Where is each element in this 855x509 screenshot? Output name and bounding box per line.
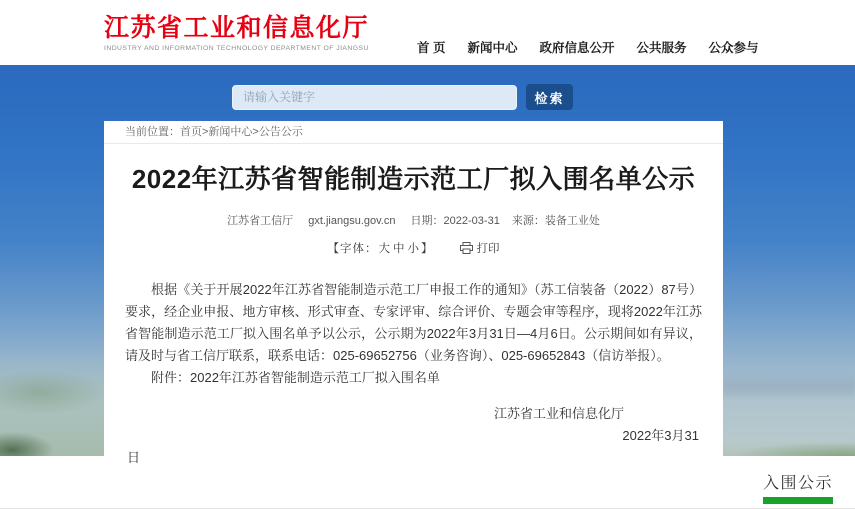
nav-item-news-center[interactable]: 新闻中心 — [467, 41, 518, 55]
print-label: 打印 — [476, 243, 500, 255]
article-paragraph: 根据《关于开展2022年江苏省智能制造示范工厂申报工作的通知》（苏工信装备（2022）87号）要求，经企业申报、地方审核、形式审查、专家评审、综合评价、专题会审等程序，现将2022年江苏省智能制造示范工厂拟入围名单予以公示，公示期为2022年3月31日—4月6日。公示期间如有异议，请及时与省工信厅联系，联系电话：025-69652756（业务咨询）、025-69652843（信访举报）。 — [125, 282, 702, 363]
font-size-small[interactable]: 小 — [407, 243, 420, 255]
meta-origin: 来源：装备工业处 — [511, 215, 600, 227]
signature-date-wrap: 日 — [127, 450, 141, 465]
search-input[interactable] — [232, 85, 517, 110]
caption-tab-label[interactable]: 入围公示 — [763, 475, 834, 492]
font-size-medium[interactable]: 中 — [393, 243, 406, 255]
font-size-prefix: 【字体： — [327, 243, 378, 255]
nav-item-public-service[interactable]: 公共服务 — [636, 41, 687, 55]
content-panel — [104, 121, 723, 465]
site-header — [0, 0, 855, 65]
meta-source-name: 江苏省工信厅 — [227, 215, 294, 227]
nav-item-home[interactable]: 首 页 — [417, 41, 446, 55]
site-logo-subtitle: INDUSTRY AND INFORMATION TECHNOLOGY DEPARTMENT OF JIANGSU — [104, 45, 369, 52]
banner-headland-right — [723, 440, 855, 456]
printer-icon — [460, 242, 473, 254]
meta-site: gxt.jiangsu.gov.cn — [308, 215, 396, 227]
article-meta — [125, 212, 702, 228]
font-size-large[interactable]: 大 — [378, 243, 391, 255]
top-nav — [417, 38, 759, 56]
search-bar — [232, 84, 573, 110]
article-toolbar — [125, 240, 702, 256]
font-size-suffix: 】 — [421, 243, 434, 255]
nav-item-gov-info[interactable]: 政府信息公开 — [539, 41, 615, 55]
font-size-control — [328, 240, 434, 256]
print-button[interactable] — [460, 240, 500, 256]
site-logo-title: 江苏省工业和信息化厅 — [104, 14, 370, 42]
signature-block — [125, 403, 702, 469]
meta-date: 日期：2022-03-31 — [410, 215, 500, 227]
nav-item-public-participation[interactable]: 公众参与 — [708, 41, 759, 55]
search-button[interactable]: 检索 — [526, 84, 573, 110]
attachment-link[interactable]: 附件：2022年江苏省智能制造示范工厂拟入围名单 — [151, 370, 440, 385]
breadcrumb[interactable]: 当前位置：首页>新闻中心>公告公示 — [104, 121, 723, 144]
banner-landscape-left — [0, 346, 106, 456]
signature-date: 2022年3月31 — [622, 428, 699, 443]
article-body — [125, 279, 702, 389]
article — [104, 159, 723, 469]
banner-skyline-right — [723, 372, 855, 398]
caption-active-indicator — [763, 497, 833, 504]
signature-org: 江苏省工业和信息化厅 — [493, 406, 624, 421]
article-title: 2022年江苏省智能制造示范工厂拟入围名单公示 — [131, 164, 696, 194]
site-logo[interactable] — [104, 14, 369, 52]
